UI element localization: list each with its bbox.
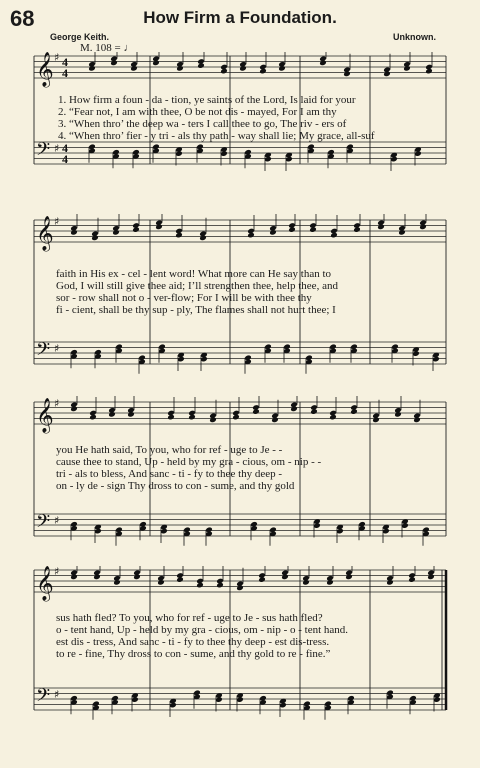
lyric-block [56,612,440,660]
note-head [278,65,286,72]
composer-credit: Unknown. [393,32,436,42]
note-head [310,408,318,415]
hymn-title: How Firm a Foundation. [143,8,337,27]
lyric-line: 3. “When thro’ the deep wa - ters I call thee to go, The riv - ers of [58,118,347,130]
note-head [309,226,317,233]
time-signature-icon: 4 [62,66,68,80]
bass-staff [34,512,446,546]
key-sharp-icon: ♯ [54,566,60,578]
note-head [130,65,138,72]
note-head [427,574,435,581]
note-head [386,579,394,586]
note-head [113,579,121,586]
note-head [127,411,135,418]
note-head [199,235,207,242]
quarter-note-icon: ♩ [123,42,135,54]
note-head [239,65,247,72]
music-system-2 [0,214,480,384]
key-sharp-icon: ♯ [54,514,60,527]
tempo-text: M. 108 = [80,42,121,54]
treble-clef-icon: 𝄞 [36,216,54,251]
note-head [281,574,289,581]
note-head [383,71,391,78]
key-sharp-icon: ♯ [54,52,60,64]
note-head [330,232,338,239]
lyric-line: fi - cient, shall be thy sup - ply, The flames shall not hurt thee; I [56,304,336,316]
note-head [70,574,78,581]
note-head [167,414,175,421]
lyric-line: est dis - tress, And sanc - ti - fy to thee thy deep - est dis-tress. [56,636,330,648]
note-head [398,229,406,236]
music-system-1 [0,52,480,202]
note-head [216,582,224,589]
bass-clef-icon: 𝄢 [36,511,51,537]
bass-clef-icon: 𝄢 [36,685,51,711]
lyric-line: sor - row shall not o - ver-flow; For I will be with thee thy [56,292,312,304]
key-sharp-icon: ♯ [54,688,60,701]
treble-staff [34,214,446,252]
note-head [70,406,78,413]
time-signature-icon: 4 [62,141,68,155]
note-head [220,68,228,75]
note-head [108,411,116,418]
note-head [247,232,255,239]
note-head [288,226,296,233]
note-head [408,576,416,583]
note-head [110,60,118,67]
note-head [232,414,240,421]
bass-staff [34,140,446,172]
lyric-line: tri - als to bless, And sanc - ti - fy to thee thy deep - [56,468,283,480]
treble-staff [34,396,446,434]
note-head [353,226,361,233]
note-head [209,417,217,424]
key-sharp-icon: ♯ [54,397,60,410]
note-head [152,60,160,67]
note-head [345,574,353,581]
note-head [394,411,402,418]
note-head [350,408,358,415]
key-sharp-icon: ♯ [54,215,60,228]
note-head [258,576,266,583]
lyric-line: faith in His ex - cel - lent word! What more can He say than to [56,268,332,280]
note-head [89,414,97,421]
note-head [343,71,351,78]
music-system-3 [0,396,480,556]
lyric-line: you He hath said, To you, who for ref - uge to Je - - [56,444,283,456]
music-system-4 [0,566,480,766]
lyric-block [56,268,440,316]
lyric-line: 1. How firm a foun - da - tion, ye saints of the Lord, Is laid for your [58,94,356,106]
bass-staff [34,340,446,374]
note-head [175,232,183,239]
lyric-line: 2. “Fear not, I am with thee, O be not dis - mayed, For I am thy [58,106,337,118]
note-head [377,224,385,231]
staff-pair [0,566,480,766]
note-head [326,579,334,586]
bass-clef-icon: 𝄢 [36,339,51,365]
note-head [132,226,140,233]
time-signature-icon: 4 [62,55,68,69]
lyric-line: to re - fine, Thy dross to con - sume, and thy gold to re - fine.” [56,648,331,660]
note-head [329,414,337,421]
treble-staff [34,52,446,88]
note-head [290,406,298,413]
note-head [176,576,184,583]
note-head [403,65,411,72]
note-head [302,579,310,586]
note-head [269,229,277,236]
note-head [112,229,120,236]
bass-staff [34,686,446,720]
lyric-block [58,94,442,142]
note-head [236,585,244,592]
note-head [413,417,421,424]
note-head [197,62,205,69]
treble-clef-icon: 𝄞 [36,52,54,87]
note-head [133,574,141,581]
note-head [372,417,380,424]
lyric-line: 4. “When thro’ fier - y tri - als thy path - way shall lie; My grace, all-suf [58,130,375,142]
note-head [70,229,78,236]
treble-staff [34,566,446,602]
treble-clef-icon: 𝄞 [36,398,54,433]
note-head [157,579,165,586]
note-head [176,65,184,72]
lyric-block [56,444,440,492]
note-head [259,68,267,75]
note-head [419,224,427,231]
note-head [88,65,96,72]
note-head [155,224,163,231]
author-credit: George Keith. [50,32,110,42]
treble-clef-icon: 𝄞 [36,566,54,601]
key-sharp-icon: ♯ [54,342,60,355]
note-head [196,582,204,589]
bass-clef-icon: 𝄢 [36,139,51,165]
note-head [91,235,99,242]
hymn-number: 68 [10,6,35,31]
lyric-line: on - ly de - sign Thy dross to con - sume, and thy gold [56,480,295,492]
lyric-line: o - tent hand, Up - held by my gra - cious, om - nip - o - tent hand. [56,624,349,636]
hymn-header [0,0,480,54]
lyric-line: cause thee to stand, Up - held by my gra - cious, om - nip - - [56,456,322,468]
time-signature-icon: 4 [62,152,68,166]
note-head [425,68,433,75]
note-head [271,417,279,424]
note-head [319,60,327,67]
key-sharp-icon: ♯ [54,142,60,155]
note-head [252,408,260,415]
note-head [93,574,101,581]
note-head [188,414,196,421]
lyric-line: God, I will still give thee aid; I’ll strengthen thee, help thee, and [56,280,338,292]
lyric-line: sus hath fled? To you, who for ref - uge to Je - sus hath fled? [56,612,323,624]
